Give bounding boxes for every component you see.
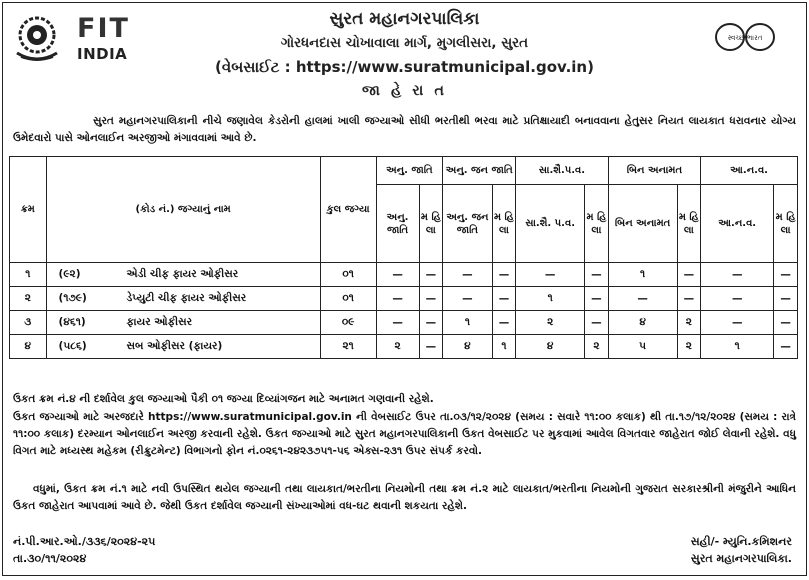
cell-ews: —: [701, 287, 774, 311]
header-mahila: મ હિ લા: [585, 185, 609, 263]
header-total: કુલ જગ્યા: [320, 157, 376, 263]
cell-total: ૨૧: [320, 335, 376, 359]
logo-right-text: સ્વચ્છ ભારત: [727, 34, 763, 42]
row-number: ૧: [10, 263, 47, 287]
post-name: સબ ઓફીસર (ફાયર): [126, 340, 223, 352]
table-row: [10, 287, 798, 311]
cell-sc: —: [376, 287, 419, 311]
header-sub-sc: અનુ. જાતિ: [376, 185, 419, 263]
cell-sc: —: [376, 263, 419, 287]
cell-total: ૦૧: [320, 263, 376, 287]
cell-ur: —: [608, 287, 677, 311]
cell-sebc-w: —: [585, 287, 609, 311]
post-name: ડેપ્યુટી ચીફ ફાયર ઓફીસર: [126, 292, 247, 304]
cell-sebc: —: [516, 263, 585, 287]
cell-sc-w: —: [419, 287, 443, 311]
table-row: [10, 335, 798, 359]
signature-org: સુરત મહાનગરપાલિકા.: [690, 552, 792, 565]
header-group-sebc: સા.શૈ.પ.વ.: [516, 157, 608, 185]
header-group-st: અનુ. જન જાતિ: [443, 157, 516, 185]
signature-title: સહી/- મ્યુનિ.કમિશનર: [690, 535, 792, 548]
reference-number: નં.પી.આર.ઓ./૩૩૬/૨૦૨૪-૨૫: [13, 535, 156, 548]
post-name-cell: [46, 311, 320, 335]
row-number: ૨: [10, 287, 47, 311]
notice-page: [2, 2, 807, 576]
cell-sc-w: —: [419, 311, 443, 335]
cell-sc: —: [376, 311, 419, 335]
header: [3, 3, 806, 99]
cell-sebc-w: —: [585, 263, 609, 287]
post-name: ફાયર ઓફીસર: [126, 316, 193, 328]
post-name-cell: [46, 335, 320, 359]
header-sub-sebc: સા.શૈ. પ.વ.: [516, 185, 585, 263]
cell-ews: ૧: [701, 335, 774, 359]
cell-ur-w: —: [677, 263, 701, 287]
approval-paragraph: વધુમાં, ઉકત ક્રમ નં.૧ માટે નવી ઉપસ્થિત થયેલ જગ્યાની તથા લાયકાત/ભરતીના નિયમોની તથા ક્રમ નં.૨ માટે લાયકાત/ભરતીના નિયમોની ગુજરાત સરકારશ્રીની મંજુરીને આધિન ઉકત જાહેરાત આપવામાં આવે છે. જેથી ઉકત દર્શાવેલ જગ્યાની સંખ્યાઓમાં વધ-ઘટ થવાની શકયતા રહેશે.: [13, 483, 796, 512]
header-krama: ક્રમ: [10, 157, 47, 263]
cell-ews-w: —: [774, 311, 798, 335]
signature-block: [691, 533, 792, 567]
cell-ews: —: [701, 311, 774, 335]
intro-paragraph: સુરત મહાનગરપાલિકાની નીચે જણાવેલ કેડરોની હાલમાં ખાલી જગ્યાઓ સીધી ભરતીથી ભરવા માટે પ્રતિક્ષાયાદી બનાવવાના હેતુસર નિયત લાયકાત ધરાવનાર યોગ્ય ઉમેદવારો પાસે ઓનલાઈન અરજીઓ મંગાવવામાં આવે છે.: [13, 115, 796, 144]
cell-sc: ૨: [376, 335, 419, 359]
cell-sebc: ૪: [516, 335, 585, 359]
cell-ur-w: —: [677, 287, 701, 311]
header-post-name: (કોડ નં.) જગ્યાનું નામ: [46, 157, 320, 263]
cell-ur: ૫: [608, 335, 677, 359]
cell-st-w: —: [492, 263, 516, 287]
cell-st-w: —: [492, 311, 516, 335]
notice-date: તા.૩૦/૧૧/૨૦૨૪: [13, 552, 87, 565]
table-row: [10, 263, 798, 287]
org-name: સુરત મહાનગરપાલિકા: [329, 9, 480, 29]
cell-ews: —: [701, 263, 774, 287]
cell-ews-w: —: [774, 335, 798, 359]
header-group-ur: બિન અનામત: [608, 157, 700, 185]
cell-sebc-w: ૨: [585, 335, 609, 359]
cell-sebc: ૨: [516, 311, 585, 335]
header-mahila: મ હિ લા: [419, 185, 443, 263]
post-name-cell: [46, 263, 320, 287]
cell-st: —: [443, 287, 492, 311]
org-website: (વેબસાઈટ : https://www.suratmunicipal.gov.in): [215, 58, 594, 76]
cell-sc-w: —: [419, 263, 443, 287]
cell-total: ૦૧: [320, 287, 376, 311]
header-sub-ur: બિન અનામત: [608, 185, 677, 263]
header-sub-st: અનુ. જન જાતિ: [443, 185, 492, 263]
india-text: INDIA: [77, 45, 128, 63]
note-divyang: ઉકત ક્રમ નં.૪ ની દર્શાવેલ કુલ જગ્યાઓ પૈકી ૦૧ જગ્યા દિવ્યાંગજન માટે અનામત ગણવાની રહેશે.: [13, 393, 434, 405]
cell-ur-w: ૨: [677, 311, 701, 335]
cell-sc-w: —: [419, 335, 443, 359]
cell-st-w: ૧: [492, 335, 516, 359]
cell-ews-w: —: [774, 263, 798, 287]
header-sub-ews: આ.ન.વ.: [701, 185, 774, 263]
cell-total: ૦૯: [320, 311, 376, 335]
cell-st-w: —: [492, 287, 516, 311]
table-body: [10, 263, 798, 359]
fit-text: FIT: [77, 13, 130, 44]
header-mahila: મ હિ લા: [677, 185, 701, 263]
post-code: (૪૬૧): [58, 316, 86, 328]
cell-ews-w: —: [774, 287, 798, 311]
application-paragraph: ઉકત જગ્યાઓ માટે અરજદારે https://www.suratmunicipal.gov.in ની વેબસાઈટ ઉપર તા.૦૩/૧૨/૨૦૨૪ (સમય : સવારે ૧૧:૦૦ કલાક) થી તા.૧૭/૧૨/૨૦૨૪ (સમય : રાત્રે ૧૧:૦૦ કલાક) દરમ્યાન ઓનલાઈન અરજી કરવાની રહેશે. ઉકત જગ્યાઓ માટે સુરત મહાનગરપાલિકાની ઉકત વેબસાઈટ પર મુકવામાં આવેલ વિગતવાર જાહેરાત જોઈ લેવાની રહેશે. વધુ વિગત માટે મધ્યસ્થ મહેકમ (રીક્રુટમેન્ટ) વિભાગનો ફોન નં.૦૨૬૧-૨૪૨૩૭૫૧-૫૬ એક્સ-૨૩૧ ઉપર સંપર્ક કરવો.: [13, 411, 796, 457]
reference-block: [13, 533, 155, 567]
post-name: એડી ચીફ ફાયર ઓફીસર: [126, 268, 239, 280]
header-mahila: મ હિ લા: [774, 185, 798, 263]
cell-ur: ૧: [608, 263, 677, 287]
cell-st: —: [443, 263, 492, 287]
table-row: [10, 311, 798, 335]
cell-ur: ૪: [608, 311, 677, 335]
header-mahila: મ હિ લા: [492, 185, 516, 263]
post-code: (૯૨): [58, 268, 81, 280]
post-code: (૧૭૯): [58, 292, 87, 304]
header-group-ews: આ.ન.વ.: [701, 157, 798, 185]
swachh-bharat-logo-icon: [714, 19, 776, 55]
org-address: ગોરધનદાસ ચોખાવાલા માર્ગ, મુગલીસરા, સુરત: [280, 35, 529, 51]
vacancy-table: [9, 156, 798, 359]
post-name-cell: [46, 287, 320, 311]
post-code: (૫૮૬): [58, 340, 87, 352]
header-group-sc: અનુ. જાતિ: [376, 157, 443, 185]
notice-heading: જા હે રા ત: [361, 83, 448, 99]
cell-ur-w: ૨: [677, 335, 701, 359]
cell-sebc: ૧: [516, 287, 585, 311]
row-number: ૪: [10, 335, 47, 359]
row-number: ૩: [10, 311, 47, 335]
cell-st: ૪: [443, 335, 492, 359]
cell-st: ૧: [443, 311, 492, 335]
cell-sebc-w: —: [585, 311, 609, 335]
